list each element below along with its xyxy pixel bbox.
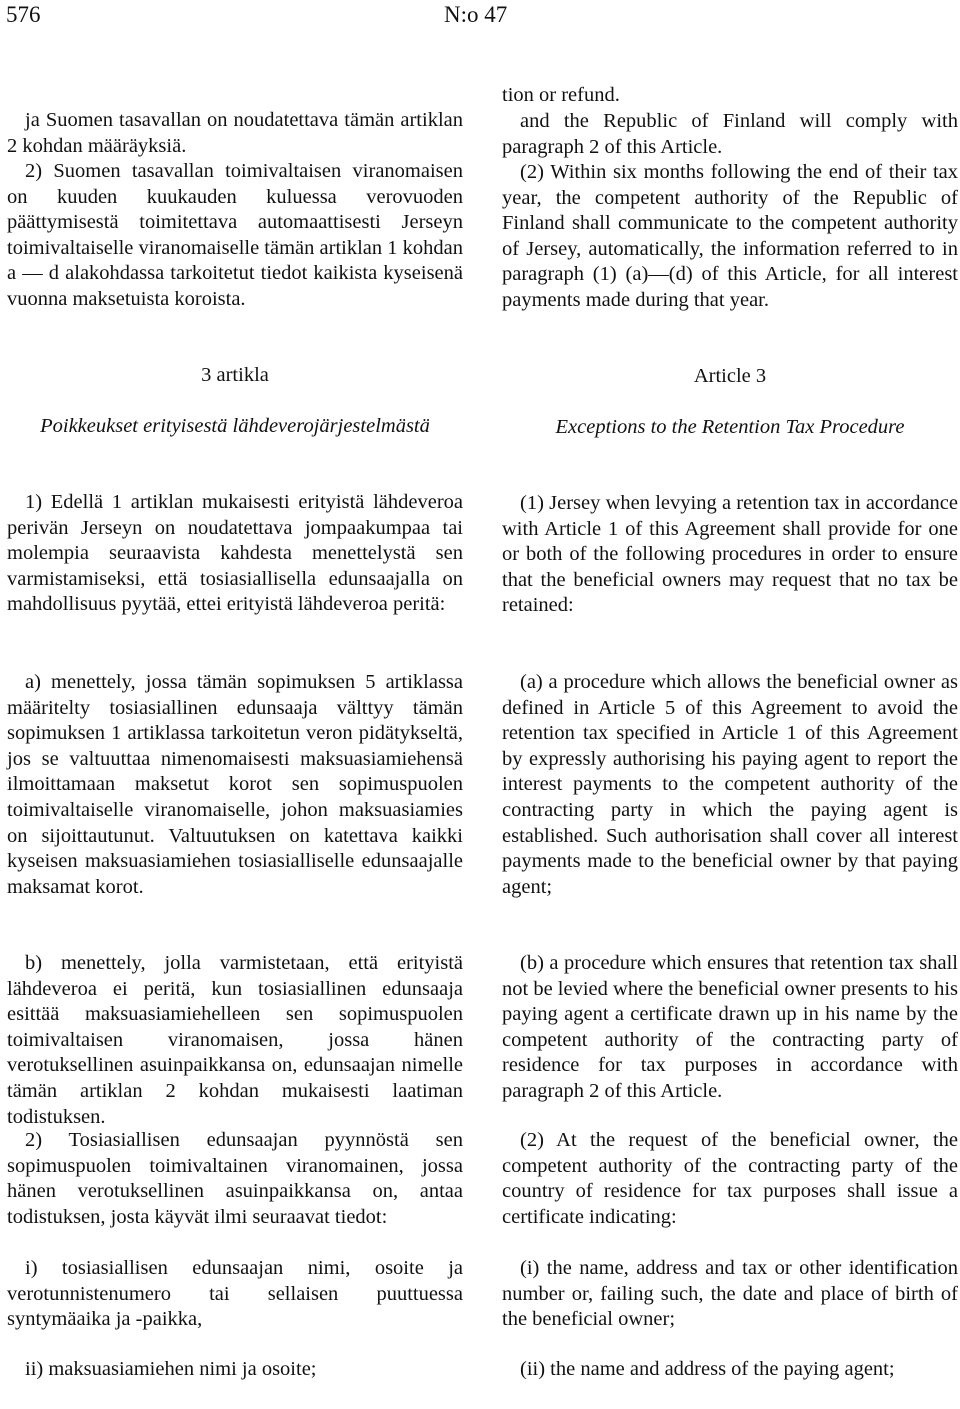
- finnish-paragraph-2b: 2) Tosiasiallisen edunsaajan pyynnöstä sen sopimuspuolen toimivaltainen viranomainen, jossa hänen verotuksellinen asuinpaikkansa on, antaa todistuksen, josta käyvät ilmi seuraavat tiedot:: [7, 1129, 463, 1228]
- english-paragraph-2b: (2) At the request of the beneficial owner, the competent authority of the contracting party of the country of residence for tax purposes shall issue a certificate indicating:: [502, 1129, 958, 1228]
- finnish-paragraph-2: 2) Suomen tasavallan toimivaltaisen viranomaisen on kuuden kuukauden kuluessa verovuoden päättymisestä toimitettava automaattisesti Jerseyn toimivaltaiselle viranomaiselle tämän artiklan 1 kohdan a — d alakohdassa tarkoitetut tiedot kaikista kyseisenä vuonna maksetuista koroista.: [7, 160, 463, 310]
- english-item-ii: (ii) the name and address of the paying agent;: [520, 1358, 895, 1380]
- page-header: [0, 0, 960, 40]
- journal-number: N:o 47: [444, 2, 508, 27]
- english-paragraph-2: (2) Within six months following the end of their tax year, the competent authority of the Republic of Finland shall communicate to the competent authority of Jersey, automatically, the information referred to in paragraph (1) (a)—(d) of this Article, for all interest payments made during that year.: [502, 161, 958, 311]
- page-number: 576: [6, 2, 41, 27]
- finnish-article-title: Poikkeukset erityisestä lähdeverojärjestelmästä: [40, 415, 430, 437]
- finnish-item-i: i) tosiasiallisen edunsaajan nimi, osoite ja verotunnistenumero tai sellaisen puuttuessa syntymäaika ja -paikka,: [7, 1257, 463, 1331]
- english-continuation: and the Republic of Finland will comply with paragraph 2 of this Article.: [502, 110, 958, 158]
- english-item-a: (a) a procedure which allows the beneficial owner as defined in Article 5 of this Agreement to avoid the retention tax specified in Article 1 of this Agreement by expressly authorising his paying agent to report the interest payments to the competent authority of the contracting party in which the paying agent is established. Such authorisation shall cover all interest payments made to the beneficial owner by that paying agent;: [502, 671, 958, 898]
- english-paragraph-1: (1) Jersey when levying a retention tax in accordance with Article 1 of this Agreement shall provide for one or both of the following procedures in order to ensure that the beneficial owners may request that no tax be retained:: [502, 492, 958, 617]
- english-article-heading: Article 3: [693, 365, 767, 387]
- english-item-b: (b) a procedure which ensures that retention tax shall not be levied where the beneficial owner presents to his paying agent a certificate drawn up in his name by the competent authority of the contracting party of residence for tax purposes in accordance with paragraph 2 of this Article.: [502, 952, 958, 1102]
- finnish-intro-paragraph: ja Suomen tasavallan on noudatettava tämän artiklan 2 kohdan määräyksiä.: [7, 109, 463, 157]
- finnish-article-heading: 3 artikla: [201, 364, 269, 386]
- english-item-i: (i) the name, address and tax or other identification number or, failing such, the date and place of birth of the beneficial owner;: [502, 1257, 958, 1331]
- finnish-paragraph-1: 1) Edellä 1 artiklan mukaisesti erityistä lähdeveroa perivän Jerseyn on noudatettava jompaakumpaa tai molempia seuraavista kahdesta menettelystä sen varmistamiseksi, että tosiasiallisella edunsaajalla on mahdollisuus pyytää, ettei erityistä lähdeveroa peritä:: [7, 491, 463, 616]
- english-article-title: Exceptions to the Retention Tax Procedure: [555, 416, 905, 438]
- finnish-item-b: b) menettely, jolla varmistetaan, että erityistä lähdeveroa ei peritä, kun tosiasiallinen edunsaaja esittää maksuasiamiehelleen sen sopimuspuolen toimivaltaisen viranomaisen, jossa hänen verotuksellinen asuinpaikkansa on, edunsaajan nimelle tämän artiklan 2 kohdan mukaisesti laatiman todistuksen.: [7, 952, 463, 1128]
- finnish-item-ii: ii) maksuasiamiehen nimi ja osoite;: [25, 1358, 317, 1380]
- english-intro-line: tion or refund.: [502, 84, 620, 106]
- finnish-item-a: a) menettely, jossa tämän sopimuksen 5 artiklassa määritelty tosiasiallinen edunsaaja välttyy tämän sopimuksen 1 artiklassa tarkoitetun veron pidätykseltä, jos se valtuuttaa nimenomaisesti maksuasiamiehensä ilmoittamaan maksetut korot sen sopimuspuolen toimivaltaiselle viranomaiselle, johon maksuasiamies on sijoittautunut. Valtuutuksen on katettava kaikki kyseisen maksuasiamiehen tosiasialliselle edunsaajalle maksamat korot.: [7, 671, 463, 898]
